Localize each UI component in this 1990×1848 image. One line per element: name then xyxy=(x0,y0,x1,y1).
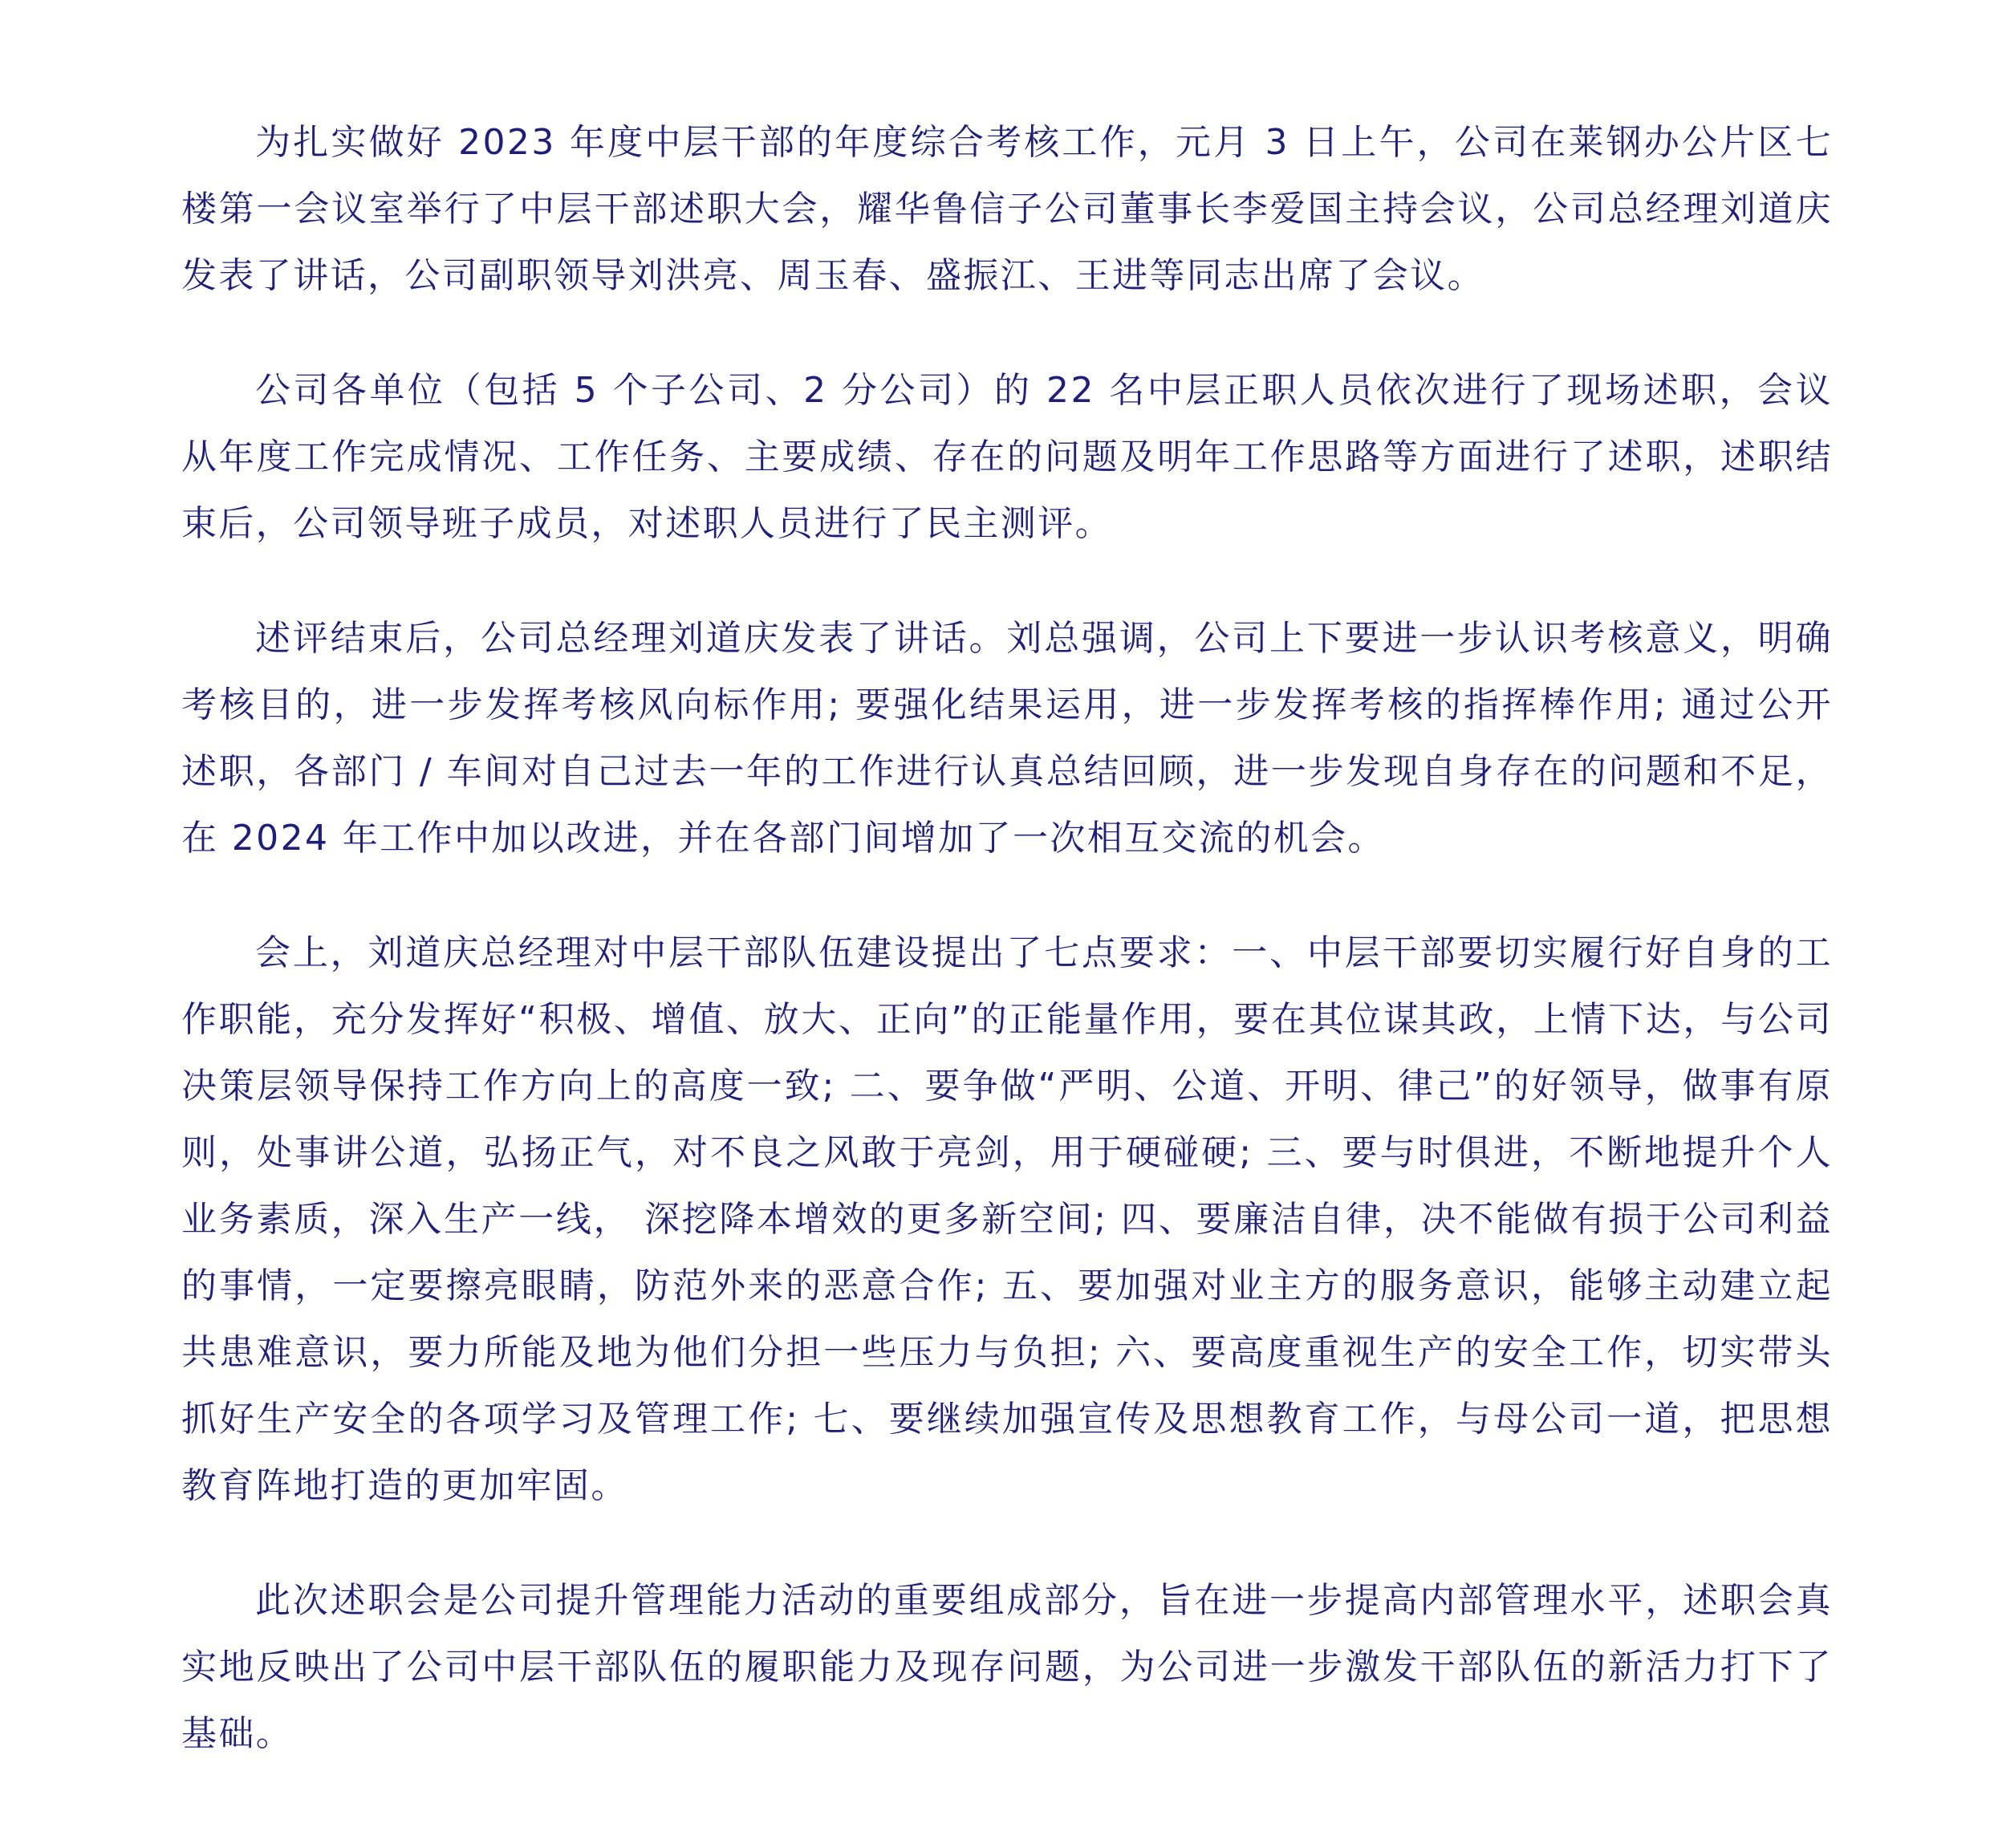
paragraph-seven-requirements: 会上，刘道庆总经理对中层干部队伍建设提出了七点要求：一、中层干部要切实履行好自身的工作职能，充分发挥好“积极、增值、放大、正向”的正能量作用，要在其位谋其政，上情下达，与公司决策层领导保持工作方向上的高度一致; 二、要争做“严明、公道、开明、律己”的好领导，做事有原则，处事讲公道，弘扬正气，对不良之风敢于亮剑，用于硬碰硬; 三、要与时俱进，不断地提升个人业务素质，深入生产一线， 深挖降本增效的更多新空间; 四、要廉洁自律，决不能做有损于公司利益的事情，一定要擦亮眼睛，防范外来的恶意合作; 五、要加强对业主方的服务意识，能够主动建立起共患难意识，要力所能及地为他们分担一些压力与负担; 六、要高度重视生产的安全工作，切实带头抓好生产安全的各项学习及管理工作; 七、要继续加强宣传及思想教育工作，与母公司一道，把思想教育阵地打造的更加牢固。 xyxy=(181,932,1833,1506)
article-body xyxy=(181,109,1833,1767)
paragraph-exam-overview: 为扎实做好 2023 年度中层干部的年度综合考核工作，元月 3 日上午，公司在莱钢办公片区七楼第一会议室举行了中层干部述职大会，耀华鲁信子公司董事长李爱国主持会议，公司总经理刘道庆发表了讲话，公司副职领导刘洪亮、周玉春、盛振江、王进等同志出席了会议。 xyxy=(181,122,1833,296)
paragraph-gm-speech: 述评结束后，公司总经理刘道庆发表了讲话。刘总强调，公司上下要进一步认识考核意义，明确考核目的，进一步发挥考核风向标作用; 要强化结果运用，进一步发挥考核的指挥棒作用; 通过公开述职，各部门 / 车间对自己过去一年的工作进行认真总结回顾，进一步发现自身存在的问题和不足，在 2024 年工作中加以改进，并在各部门间增加了一次相互交流的机会。 xyxy=(181,618,1833,859)
paragraph-reporting-process: 公司各单位（包括 5 个子公司、2 分公司）的 22 名中层正职人员依次进行了现场述职，会议从年度工作完成情况、工作任务、主要成绩、存在的问题及明年工作思路等方面进行了述职，述职结束后，公司领导班子成员，对述职人员进行了民主测评。 xyxy=(181,370,1833,544)
paragraph-conclusion: 此次述职会是公司提升管理能力活动的重要组成部分，旨在进一步提高内部管理水平，述职会真实地反映出了公司中层干部队伍的履职能力及现存问题，为公司进一步激发干部队伍的新活力打下了基础。 xyxy=(181,1580,1833,1754)
